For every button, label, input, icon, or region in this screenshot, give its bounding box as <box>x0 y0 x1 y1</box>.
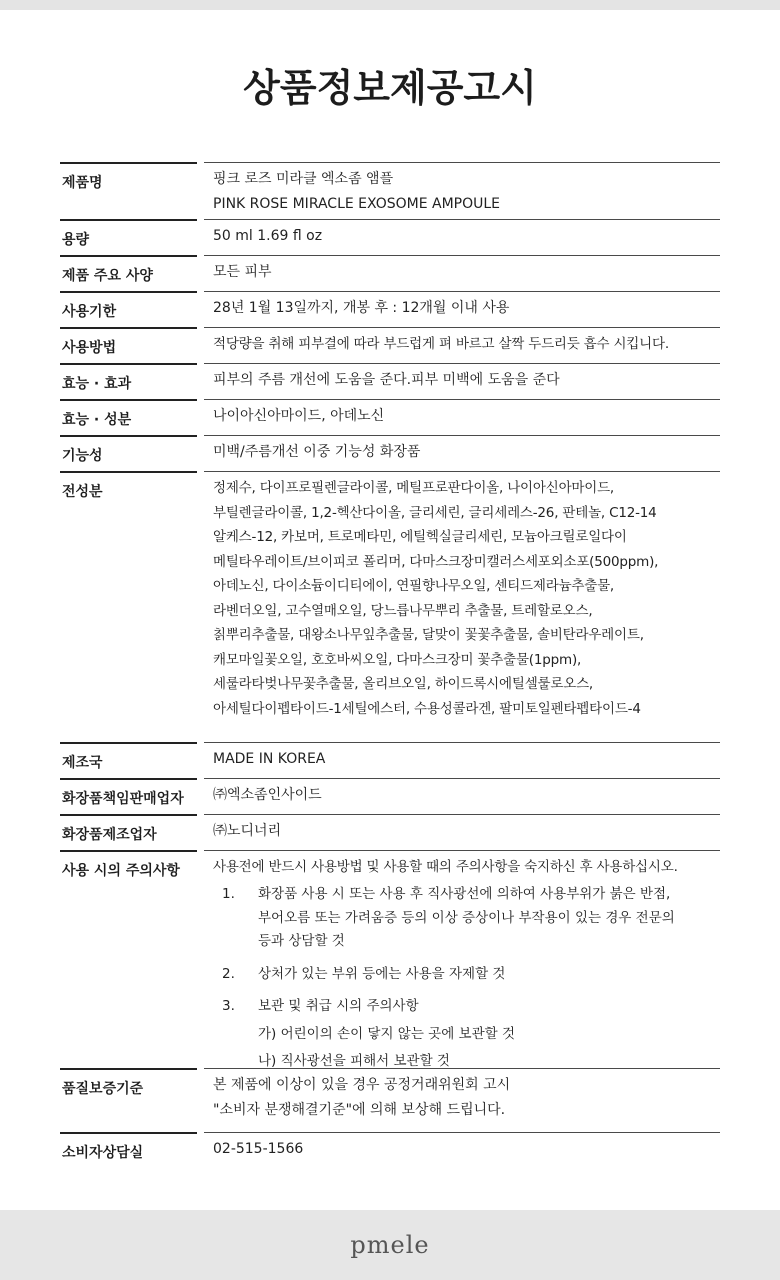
row-label: 화장품제조업자 <box>62 827 157 843</box>
row-label: 품질보증기준 <box>62 1081 144 1097</box>
table-row <box>60 255 720 291</box>
table-row <box>60 399 720 435</box>
list-text: 화장품 사용 시 또는 사용 후 직사광선에 의하여 사용부위가 붉은 반점, 부어오름 또는 가려움증 등의 이상 증상이나 부작용이 있는 경우 전문의 등과 상담할 것 <box>258 886 675 949</box>
list-text: 상처가 있는 부위 등에는 사용을 자제할 것 <box>258 965 506 982</box>
row-value: 28년 1월 13일까지, 개봉 후 : 12개월 이내 사용 <box>213 300 510 316</box>
row-value: 02-515-1566 <box>213 1141 304 1157</box>
row-value: ㈜엑소좀인사이드 <box>213 787 322 803</box>
row-value: 모든 피부 <box>213 264 272 280</box>
row-value: 50 ml 1.69 fl oz <box>213 228 323 244</box>
caution-list <box>213 883 720 1074</box>
row-label: 제조국 <box>62 755 103 771</box>
row-value: 정제수, 다이프로필렌글라이콜, 메틸프로판다이올, 나이아신아마이드, 부틸렌글라이콜, 1,2-헥산다이올, 글리세린, 글리세레스-26, 판테놀, C12-14 알케스-12, 카보머, 트로메타민, 에틸헥실글리세린, 모늄아크릴로일다이 메틸타우레이트/브이피코 폴리머, 다마스크장미캘러스세포외소포(500ppm), 아데노신, 다이소듐이디티에이, 연필향나무오일, 센티드제라늄추출물, 라벤더오일, 고수열매오일, 당느릅나무뿌리 추출물, 트레할로오스, 칡뿌리추출물, 대왕소나무잎추출물, 달맞이 꽃꽃추출물, 솔비탄라우레이트, 캐모마일꽃오일, 호호바씨오일, 다마스크장미 꽃추출물(1ppm), 세룰라타벚나무꽃추출물, 올리브오일, 하이드록시에틸셀룰로오스, 아세틸다이펩타이드-1세틸에스터, 수용성콜라겐, 팔미토일펜타펩타이드-4 <box>213 480 659 717</box>
row-label: 소비자상담실 <box>62 1145 144 1161</box>
list-number: 3. <box>222 998 235 1014</box>
caution-row <box>60 850 720 1068</box>
table-row <box>60 778 720 814</box>
list-item <box>213 995 720 1074</box>
row-value: MADE IN KOREA <box>213 751 326 767</box>
page-title: 상품정보제공고시 <box>243 66 537 110</box>
row-label: 효능 · 성분 <box>62 412 132 428</box>
list-text: 보관 및 취급 시의 주의사항 <box>258 998 419 1014</box>
product-info-table <box>60 162 720 1168</box>
top-bar <box>0 0 780 10</box>
list-text-group <box>254 995 720 1074</box>
table-row <box>60 742 720 778</box>
caution-intro: 사용전에 반드시 사용방법 및 사용할 때의 주의사항을 숙지하신 후 사용하십시오. <box>213 859 678 875</box>
row-value: 나이아신아마이드, 아데노신 <box>213 408 385 424</box>
table-row <box>60 219 720 255</box>
row-value: 핑크 로즈 미라클 엑소좀 앰플 PINK ROSE MIRACLE EXOSOME AMPOULE <box>213 171 501 212</box>
row-value: 미백/주름개선 이중 기능성 화장품 <box>213 444 421 460</box>
brand-logo: pmele <box>350 1231 430 1259</box>
sub-item: 가) 어린이의 손이 닿지 않는 곳에 보관할 것 <box>258 1025 516 1042</box>
table-row <box>60 814 720 850</box>
list-number: 1. <box>222 886 235 902</box>
table-row <box>60 363 720 399</box>
row-label: 제품명 <box>62 175 103 191</box>
row-value: 적당량을 취해 피부결에 따라 부드럽게 펴 바르고 살짝 두드리듯 흡수 시킵니다. <box>213 336 669 352</box>
row-label: 제품 주요 사양 <box>62 268 153 284</box>
table-row <box>60 435 720 471</box>
caution-content <box>204 850 720 1068</box>
table-row <box>60 1068 720 1132</box>
row-label: 사용방법 <box>62 340 117 356</box>
row-label: 사용기한 <box>62 304 117 320</box>
row-label: 전성분 <box>62 484 103 500</box>
row-label: 용량 <box>62 232 90 248</box>
row-value: 피부의 주름 개선에 도움을 준다.피부 미백에 도움을 준다 <box>213 372 560 388</box>
row-value: ㈜노디너리 <box>213 823 282 839</box>
table-row <box>60 1132 720 1168</box>
table-row <box>60 327 720 363</box>
footer-bar <box>0 1210 780 1280</box>
row-label: 기능성 <box>62 448 103 464</box>
table-row <box>60 291 720 327</box>
row-label: 화장품책임판매업자 <box>62 791 184 807</box>
list-item <box>213 963 720 987</box>
table-row <box>60 162 720 219</box>
row-label: 사용 시의 주의사항 <box>62 863 180 879</box>
list-item <box>213 883 720 954</box>
row-value: 본 제품에 이상이 있을 경우 공정거래위원회 고시 "소비자 분쟁해결기준"에 의해 보상해 드립니다. <box>213 1077 511 1118</box>
row-label: 효능 · 효과 <box>62 376 132 392</box>
table-row <box>60 471 720 742</box>
list-number: 2. <box>222 965 235 982</box>
sub-item: 나) 직사광선을 피해서 보관할 것 <box>258 1053 450 1069</box>
